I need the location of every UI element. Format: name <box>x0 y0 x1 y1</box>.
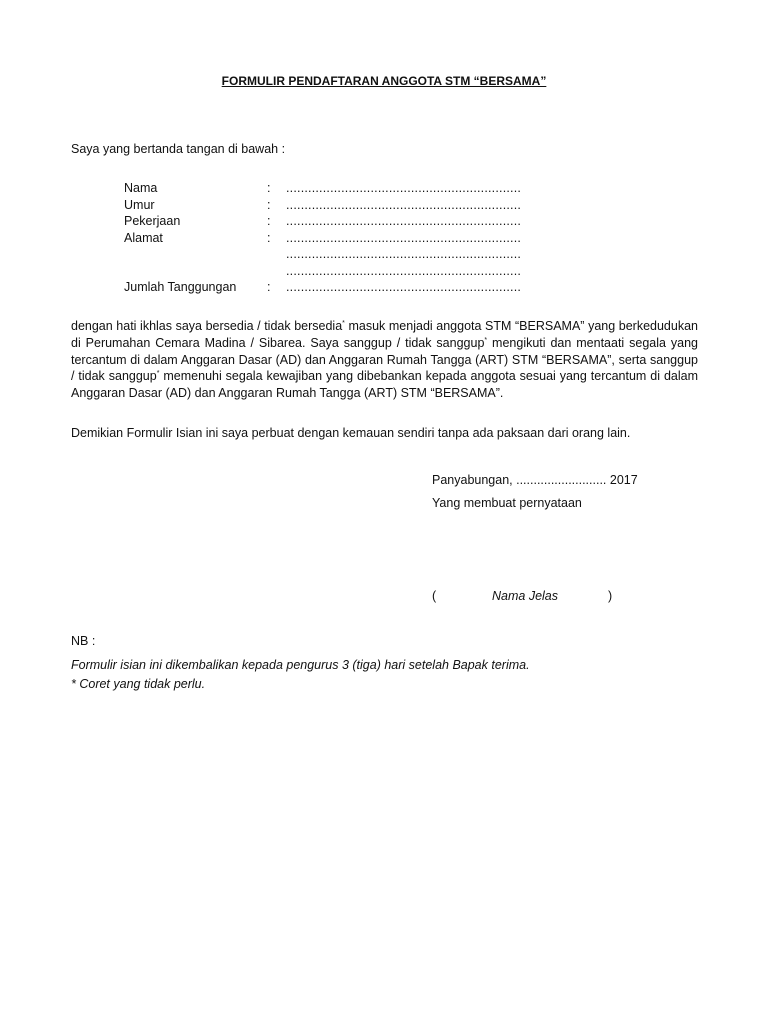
field-row-alamat-2 <box>124 246 521 263</box>
signature-block <box>432 589 622 607</box>
place-date: Panyabungan, .......................... 2017 <box>432 473 638 487</box>
footnote-star: * <box>156 370 160 378</box>
maker-label: Yang membuat pernyataan <box>432 496 582 510</box>
field-row-nama <box>124 180 521 197</box>
field-colon: : <box>267 197 271 212</box>
field-colon: : <box>267 280 271 295</box>
note-return-form: Formulir isian ini dikembalikan kepada pengurus 3 (tiga) hari setelah Bapak terima. <box>71 658 530 672</box>
footnote-star: * <box>342 319 345 327</box>
declaration-part-4: memenuhi segala kewajiban yang dibebankan kepada anggota sesuai yang tercantum di dalam Anggaran Dasar (AD) dan Anggaran Rumah Tangga (ART) STM “BERSAMA”. <box>71 369 698 401</box>
declaration-paragraph <box>71 318 698 402</box>
field-blank-line[interactable]: ................................................................ <box>286 230 522 245</box>
form-title <box>0 74 768 88</box>
field-blank-line[interactable]: ................................................................ <box>286 214 522 229</box>
field-row-pekerjaan <box>124 213 521 230</box>
field-blank-line[interactable]: ................................................................ <box>286 197 522 212</box>
form-title-text: FORMULIR PENDAFTARAN ANGGOTA STM “BERSAMA” <box>221 74 547 88</box>
declaration-part-2: masuk menjadi anggota STM “BERSAMA” yang berkedudukan di Perumahan Cemara Madina / Sibarea. Saya sanggup / tidak sanggup <box>71 319 698 350</box>
field-colon: : <box>267 181 271 196</box>
field-blank-line[interactable]: ................................................................ <box>286 247 522 262</box>
note-strike-out: * Coret yang tidak perlu. <box>71 677 206 691</box>
signature-open-paren: ( <box>432 589 437 603</box>
field-colon: : <box>267 214 271 229</box>
field-row-jumlah-tanggungan <box>124 279 521 296</box>
field-row-umur <box>124 197 521 214</box>
field-label: Nama <box>124 181 158 196</box>
closing-statement: Demikian Formulir Isian ini saya perbuat dengan kemauan sendiri tanpa ada paksaan dari orang lain. <box>71 426 631 440</box>
field-row-alamat-3 <box>124 263 521 280</box>
signature-close-paren: ) <box>608 589 613 603</box>
field-blank-line[interactable]: ................................................................ <box>286 280 522 295</box>
field-colon: : <box>267 230 271 245</box>
field-blank-line[interactable]: ................................................................ <box>286 181 522 196</box>
field-list <box>124 180 521 296</box>
field-label: Jumlah Tanggungan <box>124 280 237 295</box>
declaration-part-3: mengikuti dan mentaati segala yang tercantum di dalam Anggaran Dasar (AD) dan Anggaran Rumah Tangga (ART) STM “BERSAMA”, serta sanggup / tidak sanggup <box>71 335 698 384</box>
field-label: Umur <box>124 197 155 212</box>
intro-text: Saya yang bertanda tangan di bawah : <box>71 142 286 156</box>
nb-label: NB : <box>71 634 96 648</box>
field-blank-line[interactable]: ................................................................ <box>286 263 522 278</box>
signature-name-placeholder[interactable]: Nama Jelas <box>492 589 558 603</box>
field-label: Pekerjaan <box>124 214 181 229</box>
footnote-star: * <box>484 336 488 344</box>
declaration-part-1: dengan hati ikhlas saya bersedia / tidak bersedia <box>71 319 343 333</box>
field-row-alamat <box>124 230 521 247</box>
field-label: Alamat <box>124 230 163 245</box>
